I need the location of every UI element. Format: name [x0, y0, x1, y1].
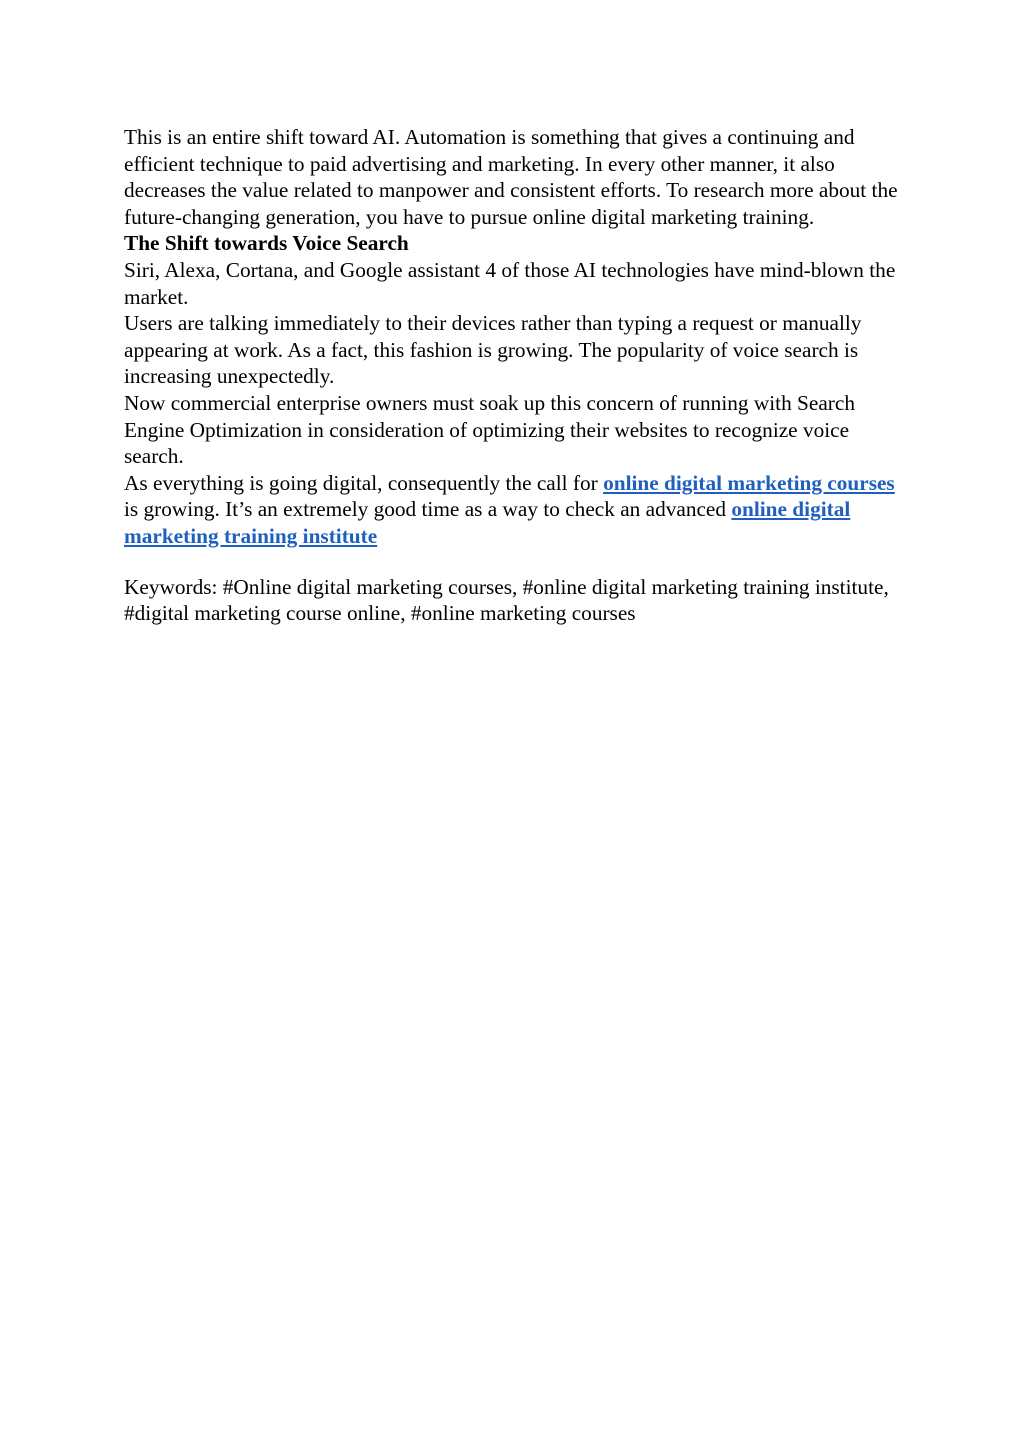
- voice-assistants-paragraph: Siri, Alexa, Cortana, and Google assistant 4 of those AI technologies have mind-blown the market.: [124, 257, 896, 309]
- keywords-paragraph: Keywords: #Online digital marketing courses, #online digital marketing training institute, #digital marketing course online, #online marketing courses: [124, 574, 889, 626]
- courses-paragraph-text-1: As everything is going digital, consequently the call for: [124, 470, 604, 495]
- business-owners-paragraph: Now commercial enterprise owners must soak up this concern of running with Search Engine Optimization in consideration of optimizing their websites to recognize voice search.: [124, 390, 855, 469]
- courses-paragraph: [124, 470, 909, 550]
- intro-paragraph: This is an entire shift toward AI. Automation is something that gives a continuing and efficient technique to paid advertising and marketing. In every other manner, it also decreases the value related to manpower and consistent efforts. To research more about the future-changing generation, you have to pursue online digital marketing training.: [124, 125, 898, 229]
- paragraph-spacer: [124, 550, 909, 574]
- courses-paragraph-text-2: is growing. It’s an extremely good time as a way to check an advanced: [124, 497, 732, 522]
- document-page: [124, 124, 909, 627]
- training-institute-link[interactable]: online digital marketing training institute: [124, 497, 851, 548]
- section-heading: The Shift towards Voice Search: [124, 231, 409, 256]
- users-paragraph: Users are talking immediately to their devices rather than typing a request or manually appearing at work. As a fact, this fashion is growing. The popularity of voice search is increasing unexpectedly.: [124, 311, 862, 389]
- online-digital-marketing-courses-link[interactable]: online digital marketing courses: [603, 470, 895, 495]
